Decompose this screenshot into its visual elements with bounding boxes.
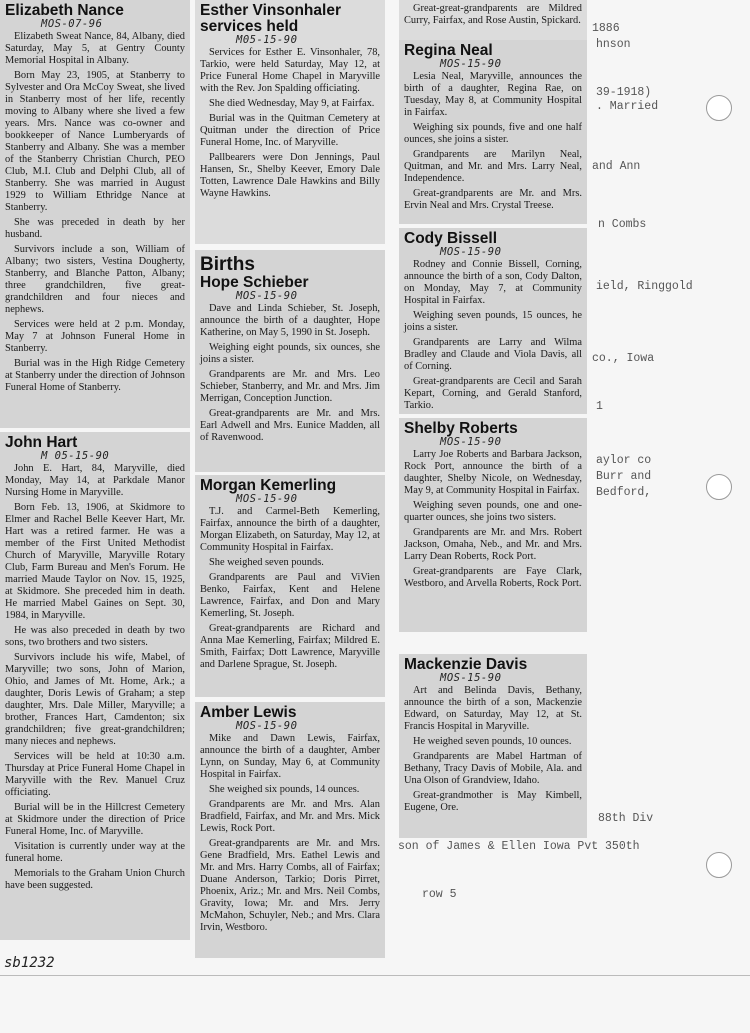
- birth-heading: Morgan Kemerling: [200, 477, 337, 494]
- paragraph: T.J. and Carmel-Beth Kemerling, Fairfax, announce the birth of a daughter, Morgan Elizabeth, on Saturday, May 12, at Community Hospital in Fairfax.: [200, 506, 380, 553]
- paragraph: She died Wednesday, May 9, at Fairfax.: [209, 98, 375, 109]
- clipping-mackenzie-davis: [399, 654, 587, 838]
- typed-record-line: Bedford,: [596, 486, 652, 499]
- clipping-john-hart: [0, 432, 190, 940]
- typed-record-line: and Ann: [592, 160, 641, 173]
- paragraph: Services for Esther E. Vinsonhaler, 78, Tarkio, were held Saturday, May 12, at Price Funeral Home Chapel in Maryville with the Rev. Jon Spalding officiating.: [200, 47, 380, 94]
- paragraph: Grandparents are Mr. and Mrs. Alan Bradfield, Fairfax, and Mr. and Mrs. Mick Lewis, Rock Port.: [200, 799, 380, 834]
- paragraph: Grandparents are Marilyn Neal, Quitman, and Mr. and Mrs. Larry Neal, Independence.: [404, 149, 582, 184]
- paragraph: Grandparents are Mabel Hartman of Bethany, Tracy Davis of Mobile, Ala. and Una Olson of Grandview, Idaho.: [404, 751, 582, 786]
- handwritten-date: MOS-15-90: [440, 672, 502, 684]
- paragraph: Weighing seven pounds, one and one-quarter ounces, she joins two sisters.: [404, 500, 582, 523]
- clipping-shelby-roberts: [399, 418, 587, 632]
- paragraph: Elizabeth Sweat Nance, 84, Albany, died Saturday, May 5, at Gentry County Memorial Hospital in Albany.: [5, 31, 185, 66]
- birth-heading: Cody Bissell: [404, 230, 498, 247]
- paragraph: Great-grandparents are Mr. and Mrs. Earl Adwell and Mrs. Eunice Madden, all of Ravenwood.: [200, 408, 380, 443]
- fragment-body: [404, 3, 582, 27]
- paragraph: Services will be held at 10:30 a.m. Thursday at Price Funeral Home Chapel in Maryville with the Rev. Manuel Cruz officiating.: [5, 751, 185, 798]
- birth-heading: Hope Schieber: [200, 274, 309, 291]
- birth-body: [404, 449, 582, 590]
- paragraph: Memorials to the Graham Union Church have been suggested.: [5, 868, 185, 891]
- paragraph: Great-great-grandparents are Mildred Curry, Fairfax, and Rose Austin, Spickard.: [404, 3, 582, 26]
- typed-record-line: ield, Ringgold: [596, 280, 693, 293]
- paragraph: Services were held at 2 p.m. Monday, May 7 at Johnson Funeral Home in Stanberry.: [5, 319, 185, 354]
- paragraph: Great-grandparents are Mr. and Mrs. Gene Bradfield, Mrs. Eathel Lewis and Mr. and Mrs. Harry Combs, all of Fairfax; Duane Anderson, Tarkio; Doris Pirret, Phoenix, Ariz.; Mr. and Mrs. Neil Combs, Gravity, Iowa; Mr. and Mrs. Jerry McMahon, Schuyler, Neb.; and Mrs. Clara Irvin, Westboro.: [200, 838, 380, 933]
- obituary-body: [5, 463, 185, 892]
- typed-record-line: son of James & Ellen Iowa Pvt 350th: [398, 840, 640, 853]
- paragraph: Dave and Linda Schieber, St. Joseph, announce the birth of a daughter, Hope Katherine, on May 5, 1990 in St. Joseph.: [200, 303, 380, 338]
- paragraph: Burial will be in the Hillcrest Cemetery at Skidmore under the direction of Price Funeral Home, Inc. of Maryville.: [5, 802, 185, 837]
- typed-record-line: . Married: [596, 100, 659, 113]
- typed-record-line: Burr and: [596, 470, 652, 483]
- binder-hole-middle: [706, 474, 732, 500]
- paragraph: Lesia Neal, Maryville, announces the birth of a daughter, Regina Rae, on Tuesday, May 8, at Community Hospital in Fairfax.: [404, 71, 582, 118]
- birth-body: [404, 259, 582, 412]
- paragraph: Visitation is currently under way at the funeral home.: [5, 841, 185, 864]
- paragraph: Great-grandparents are Cecil and Sarah Kepart, Corning, and Gerald Stanford, Tarkio.: [404, 376, 582, 411]
- binder-hole-bottom: [706, 852, 732, 878]
- birth-body: [200, 733, 380, 934]
- typed-record-line: 39-1918): [596, 86, 652, 99]
- births-section-heading: Births: [200, 254, 255, 275]
- paragraph: She was preceded in death by her husband.: [5, 217, 185, 240]
- paragraph: Great-grandparents are Faye Clark, Westboro, and Arvella Roberts, Rock Port.: [404, 566, 582, 589]
- page-bottom-edge: [0, 975, 750, 976]
- clipping-cody-bissell: [399, 228, 587, 414]
- handwritten-date: MOS-07-96: [41, 18, 103, 30]
- paragraph: Burial was in the High Ridge Cemetery at Stanberry under the direction of Johnson Funeral Home of Stanberry.: [5, 358, 185, 393]
- paragraph: She weighed seven pounds.: [209, 557, 324, 568]
- birth-heading: Regina Neal: [404, 42, 493, 59]
- clipping-amber-lewis: [195, 702, 385, 958]
- handwritten-date: MOS-15-90: [440, 246, 502, 258]
- birth-body: [200, 303, 380, 444]
- clipping-fragment-top: [399, 0, 587, 40]
- paragraph: Weighing seven pounds, 15 ounces, he joins a sister.: [404, 310, 582, 333]
- obituary-body: [5, 31, 185, 394]
- typed-record-line: hnson: [596, 38, 631, 51]
- paragraph: Great-grandmother is May Kimbell, Eugene, Ore.: [404, 790, 582, 813]
- typed-record-line: 88th Div: [598, 812, 654, 825]
- handwritten-date: MOS-15-90: [236, 493, 298, 505]
- paragraph: Grandparents are Mr. and Mrs. Leo Schieber, Stanberry, and Mr. and Mrs. Jim Merrigan, Conception Junction.: [200, 369, 380, 404]
- paragraph: Weighing six pounds, five and one half ounces, she joins a sister.: [404, 122, 582, 145]
- typed-record-line: row 5: [422, 888, 457, 901]
- handwritten-date: MOS-15-90: [440, 436, 502, 448]
- paragraph: Grandparents are Paul and ViVien Benko, Fairfax, Kent and Helene Lawrence, Fairfax, and Don and Mary Kemerling, St. Joseph.: [200, 572, 380, 619]
- paragraph: Born Feb. 13, 1906, at Skidmore to Elmer and Rachel Belle Keever Hart, Mr. Hart was a retired farmer. He was a member of the First United Methodist Church of Maryville, Maryville Rotary Club, Farm Bureau and Men's Forum. He married Maude Taylor on Nov. 15, 1925, at Skidmore. She preceded him in death. He married Mabel Gaines on Sept. 30, 1984, in Maryville.: [5, 502, 185, 621]
- paragraph: Larry Joe Roberts and Barbara Jackson, Rock Port, announce the birth of a daughter, Shelby Nicole, on Wednesday, May 9, at Community Hospital in Fairfax.: [404, 449, 582, 496]
- birth-body: [404, 71, 582, 212]
- birth-heading: Shelby Roberts: [404, 420, 518, 437]
- typed-record-line: aylor co: [596, 454, 652, 467]
- paragraph: Art and Belinda Davis, Bethany, announce the birth of a son, Mackenzie Edward, on Saturday, May 12, at St. Francis Hospital in Maryville.: [404, 685, 582, 732]
- handwritten-date: M05-15-90: [236, 34, 298, 46]
- obituary-heading: Elizabeth Nance: [5, 2, 124, 19]
- typed-record-line: 1886: [592, 22, 620, 35]
- paragraph: She weighed six pounds, 14 ounces.: [209, 784, 360, 795]
- typed-record-line: n Combs: [598, 218, 647, 231]
- handwritten-date: MOS-15-90: [236, 290, 298, 302]
- birth-body: [404, 685, 582, 814]
- paragraph: Burial was in the Quitman Cemetery at Quitman under the direction of Price Funeral Home, Inc. of Maryville.: [200, 113, 380, 148]
- paragraph: Pallbearers were Don Jennings, Paul Hansen, Sr., Shelby Keever, Emory Dale Totten, Lawrence Dale Hawkins and Billy Wayne Hawkins.: [200, 152, 380, 199]
- paragraph: Born May 23, 1905, at Stanberry to Sylvester and Ora McCoy Sweat, she lived in Stanberry most of her life, recently moving to Albany where she lived a few years. Mrs. Nance was co-owner and bookkeeper of Nance Lumberyards of Stanberry and Albany. She was a member of the Stanberry Christian Church, PEO Club, M.I. Club and Delphi Club, all of Stanberry. She was married in August 1929 to William Ethridge Nance at Stanberry.: [5, 70, 185, 213]
- obituary-body: [200, 47, 380, 200]
- typed-record-line: 1: [596, 400, 603, 413]
- paragraph: He weighed seven pounds, 10 ounces.: [413, 736, 572, 747]
- paragraph: Rodney and Connie Bissell, Corning, announce the birth of a son, Cody Dalton, on Monday, May 7, at Community Hospital in Fairfax.: [404, 259, 582, 306]
- obituary-heading: Esther Vinsonhaler services held: [200, 2, 341, 35]
- paragraph: Grandparents are Larry and Wilma Bradley and Claude and Viola Davis, all of Corning.: [404, 337, 582, 372]
- paragraph: Survivors include his wife, Mabel, of Maryville; two sons, John of Marion, Ohio, and James of Mt. Home, Ark.; a daughter, Doris Lewis of Graham; a step daughter, Mrs. Dale Miller, Maryville; a brother, Frances Hart, Camdenton; six grandchildren; five great-grandchildren; many nieces and nephews.: [5, 652, 185, 747]
- birth-heading: Amber Lewis: [200, 704, 297, 721]
- paragraph: Mike and Dawn Lewis, Fairfax, announce the birth of a daughter, Amber Lynn, on Sunday, May 6, at Community Hospital in Fairfax.: [200, 733, 380, 780]
- paragraph: John E. Hart, 84, Maryville, died Monday, May 14, at Parkdale Manor Nursing Home in Maryville.: [5, 463, 185, 498]
- handwritten-date: M 05-15-90: [41, 450, 110, 462]
- paragraph: Grandparents are Mr. and Mrs. Robert Jackson, Omaha, Neb., and Mr. and Mrs. Larry Dean Roberts, Rock Port.: [404, 527, 582, 562]
- obituary-heading: John Hart: [5, 434, 78, 451]
- binder-hole-top: [706, 95, 732, 121]
- birth-body: [200, 506, 380, 671]
- paragraph: He was also preceded in death by two sons, two brothers and two sisters.: [5, 625, 185, 648]
- clipping-esther-vinsonhaler: [195, 0, 385, 244]
- paragraph: Great-grandparents are Mr. and Mrs. Ervin Neal and Mrs. Crystal Treese.: [404, 188, 582, 211]
- paragraph: Weighing eight pounds, six ounces, she joins a sister.: [200, 342, 380, 365]
- birth-heading: Mackenzie Davis: [404, 656, 528, 673]
- clipping-births-schieber: [195, 250, 385, 472]
- clipping-regina-neal: [399, 40, 587, 224]
- clipping-elizabeth-nance: [0, 0, 190, 428]
- typed-record-line: co., Iowa: [592, 352, 655, 365]
- paragraph: Survivors include a son, William of Albany; two sisters, Vestina Dougherty, Stanberry, and Blanche Patton, Albany; three grandchildren, five great-grandchildren and four nieces and nephews.: [5, 244, 185, 315]
- handwritten-date: MOS-15-90: [236, 720, 298, 732]
- catalog-id: sb1232: [4, 955, 55, 971]
- clipping-morgan-kemerling: [195, 475, 385, 697]
- handwritten-date: MOS-15-90: [440, 58, 502, 70]
- paragraph: Great-grandparents are Richard and Anna Mae Kemerling, Fairfax; Mildred E. Smith, Fairfax; Dott Lawrence, Maryville and Darlene Sprague, St. Joseph.: [200, 623, 380, 670]
